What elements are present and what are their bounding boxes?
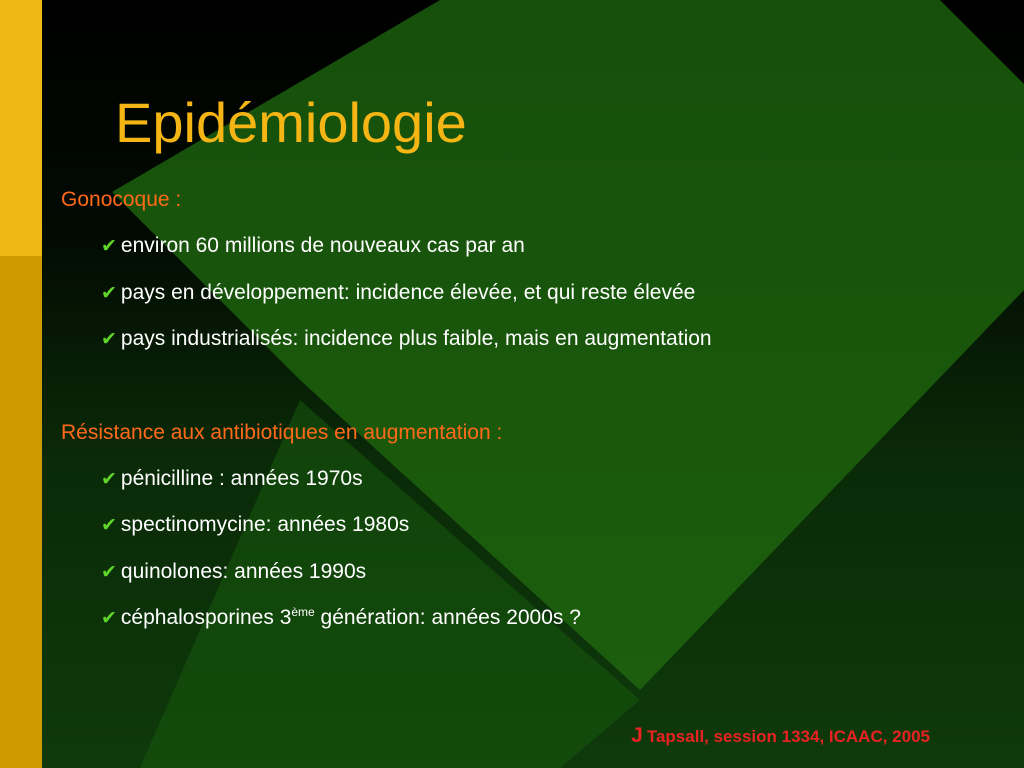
bullet-item: [101, 233, 525, 259]
citation-initial: J: [631, 724, 643, 747]
bullet-text: quinolones: années 1990s: [120, 560, 367, 583]
bullet-text: environ 60 millions de nouveaux cas par an: [120, 234, 525, 257]
checkmark-icon: ✔: [101, 283, 117, 304]
bullet-item: [101, 559, 366, 585]
checkmark-icon: ✔: [101, 608, 117, 629]
checkmark-icon: ✔: [101, 515, 117, 536]
bullet-item: [101, 466, 363, 492]
bullet-item: [101, 605, 581, 631]
sidebar-accent-bottom: [0, 256, 42, 768]
bullet-text-before: céphalosporines 3: [120, 606, 292, 629]
citation-text: Tapsall, session 1334, ICAAC, 2005: [646, 727, 930, 746]
bullet-text: pays industrialisés: incidence plus faible, mais en augmentation: [120, 327, 712, 350]
citation: [631, 724, 930, 748]
section-heading-resistance: Résistance aux antibiotiques en augmentation :: [61, 421, 503, 444]
bullet-text: spectinomycine: années 1980s: [120, 513, 410, 536]
bullet-item: [101, 326, 712, 352]
checkmark-icon: ✔: [101, 329, 117, 350]
section-heading-gonocoque: Gonocoque :: [61, 188, 182, 211]
bullet-item: [101, 512, 409, 538]
bullet-text-after: génération: années 2000s ?: [314, 606, 581, 629]
checkmark-icon: ✔: [101, 562, 117, 583]
bullet-item: [101, 280, 695, 306]
checkmark-icon: ✔: [101, 236, 117, 257]
slide-title: Epidémiologie: [115, 91, 467, 154]
bullet-superscript: ème: [291, 605, 315, 619]
sidebar-accent-top: [0, 0, 42, 256]
bullet-text: pénicilline : années 1970s: [120, 467, 363, 490]
checkmark-icon: ✔: [101, 469, 117, 490]
bullet-text: pays en développement: incidence élevée, et qui reste élevée: [120, 281, 696, 304]
